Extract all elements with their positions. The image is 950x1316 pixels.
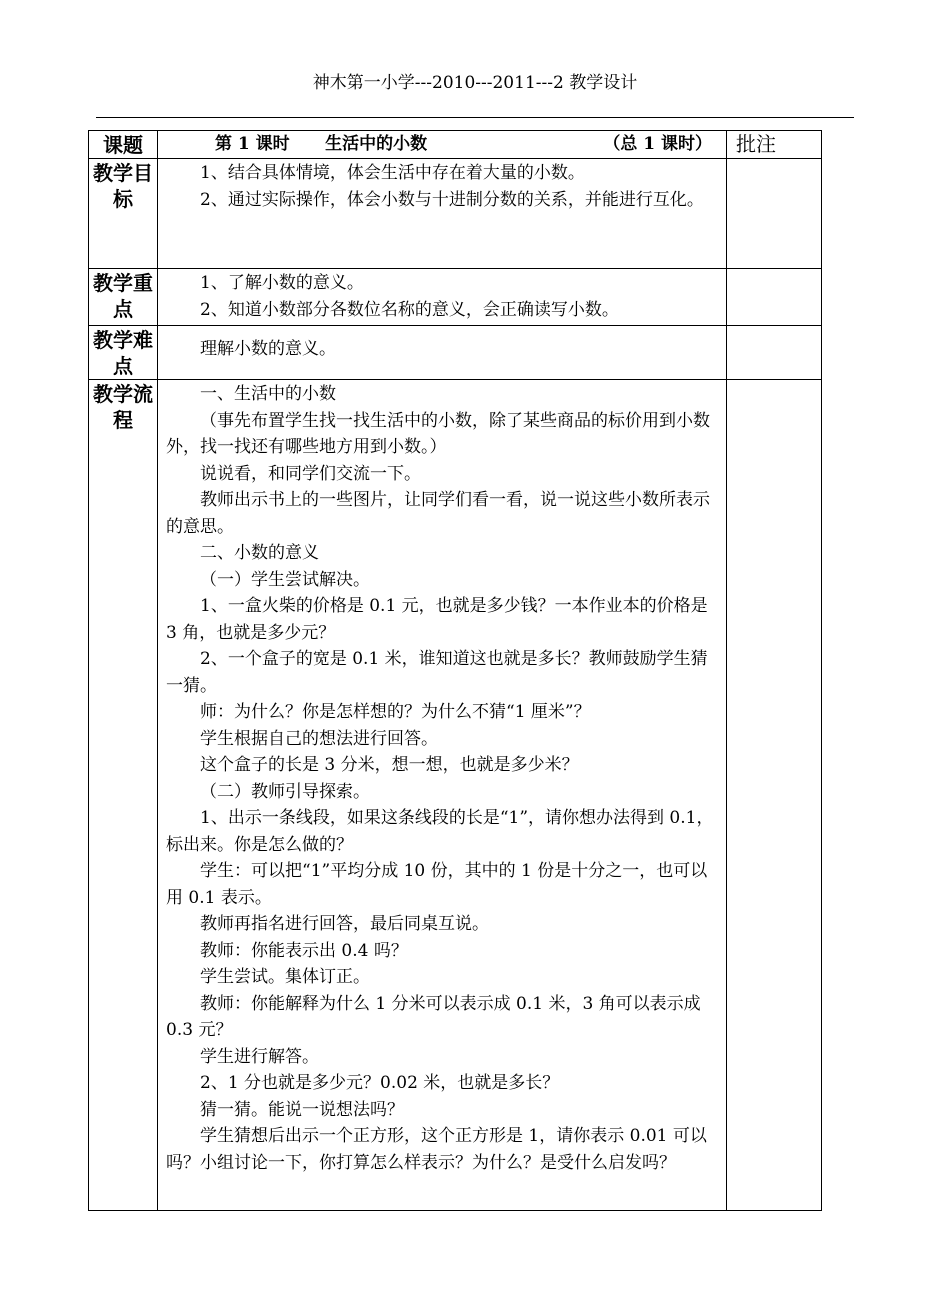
- flow-paragraph: 教师：你能表示出 0.4 吗？: [200, 940, 408, 961]
- difficulty-remark-cell: [727, 326, 822, 380]
- goal-line: 2、通过实际操作，体会小数与十进制分数的关系，并能进行互化。: [200, 189, 704, 210]
- flow-paragraph: 学生尝试。集体订正。: [200, 967, 370, 987]
- goals-label-cell: [89, 159, 158, 269]
- key-points-content: [158, 269, 726, 323]
- difficulty-line: 理解小数的意义。: [200, 339, 336, 359]
- difficulty-content-cell: [158, 326, 727, 380]
- flow-paragraph: 这个盒子的长是 3 分米，想一想，也就是多少米？: [200, 755, 579, 775]
- difficulty-content: [158, 326, 726, 363]
- flow-paragraph: 教师再指名进行回答，最后同桌互说。: [200, 914, 489, 934]
- key-point-line: 1、了解小数的意义。: [200, 273, 364, 293]
- goals-content: [158, 159, 726, 213]
- lesson-title: 第 1 课时 生活中的小数: [215, 134, 428, 154]
- key-points-remark-cell: [727, 269, 822, 326]
- flow-paragraph: 教师：你能解释为什么 1 分米可以表示成 0.1 米，3 角可以表示成 0.3 元？: [166, 993, 701, 1040]
- remark-header: 批注: [736, 132, 776, 156]
- flow-paragraph: 学生猜想后出示一个正方形，这个正方形是 1，请你表示 0.01 可以吗？小组讨论一下，你打算怎么样表示？为什么？是受什么启发吗？: [166, 1126, 707, 1173]
- difficulty-row: [89, 326, 822, 380]
- flow-paragraph: 2、一个盒子的宽是 0.1 米，谁知道这也就是多长？教师鼓励学生猜一猜。: [166, 649, 708, 696]
- difficulty-label: 教学难点: [93, 328, 153, 378]
- difficulty-label-cell: [89, 326, 158, 380]
- header-rule: [96, 117, 854, 118]
- flow-paragraph: 二、小数的意义: [200, 543, 319, 563]
- key-points-label: 教学重点: [93, 271, 153, 321]
- goals-label: 教学目标: [93, 161, 153, 211]
- key-points-label-cell: [89, 269, 158, 326]
- title-row: [89, 131, 822, 159]
- flow-content-cell: [158, 380, 727, 1211]
- lesson-total: （总 1 课时）: [603, 134, 712, 154]
- goals-content-cell: [158, 159, 727, 269]
- lesson-title-cell: [158, 131, 727, 159]
- flow-paragraph: 1、出示一条线段，如果这条线段的长是“1”，请你想办法得到 0.1，标出来。你是怎么做的？: [166, 808, 714, 855]
- key-points-row: [89, 269, 822, 326]
- flow-paragraph: 1、一盒火柴的价格是 0.1 元，也就是多少钱？一本作业本的价格是 3 角，也就是多少元？: [166, 596, 708, 643]
- goals-row: [89, 159, 822, 269]
- title-label-cell: [89, 131, 158, 159]
- flow-paragraph: 一、生活中的小数: [200, 384, 336, 404]
- goal-line: 1、结合具体情境，体会生活中存在着大量的小数。: [200, 163, 585, 183]
- flow-content: [158, 380, 726, 1176]
- flow-paragraph: 学生进行解答。: [200, 1046, 319, 1067]
- flow-paragraph: （二）教师引导探索。: [200, 781, 370, 802]
- flow-label-cell: [89, 380, 158, 1211]
- flow-remark-cell: [727, 380, 822, 1211]
- key-point-line: 2、知道小数部分各数位名称的意义，会正确读写小数。: [200, 299, 619, 320]
- flow-paragraph: 说说看，和同学们交流一下。: [200, 463, 421, 484]
- goals-remark-cell: [727, 159, 822, 269]
- flow-paragraph: （一）学生尝试解决。: [200, 569, 370, 590]
- key-points-content-cell: [158, 269, 727, 326]
- flow-paragraph: 学生：可以把“1”平均分成 10 份，其中的 1 份是十分之一，也可以用 0.1 表示。: [166, 861, 708, 908]
- flow-paragraph: 师：为什么？你是怎样想的？为什么不猜“1 厘米”？: [200, 702, 591, 722]
- flow-paragraph: 2、1 分也就是多少元？0.02 米，也就是多长？: [200, 1073, 560, 1093]
- flow-label: 教学流程: [93, 382, 153, 432]
- remark-header-cell: [727, 131, 822, 159]
- flow-paragraph: （事先布置学生找一找生活中的小数，除了某些商品的标价用到小数外，找一找还有哪些地方用到小数。）: [166, 410, 710, 457]
- flow-row: [89, 380, 822, 1211]
- document-header: 神木第一小学---2010---2011---2 教学设计: [312, 73, 638, 93]
- flow-paragraph: 教师出示书上的一些图片，让同学们看一看，说一说这些小数所表示的意思。: [166, 490, 710, 537]
- lesson-plan-table: [88, 130, 822, 1211]
- flow-paragraph: 学生根据自己的想法进行回答。: [200, 728, 438, 749]
- flow-paragraph: 猜一猜。能说一说想法吗？: [200, 1099, 404, 1120]
- lesson-title-label: 课题: [103, 133, 143, 157]
